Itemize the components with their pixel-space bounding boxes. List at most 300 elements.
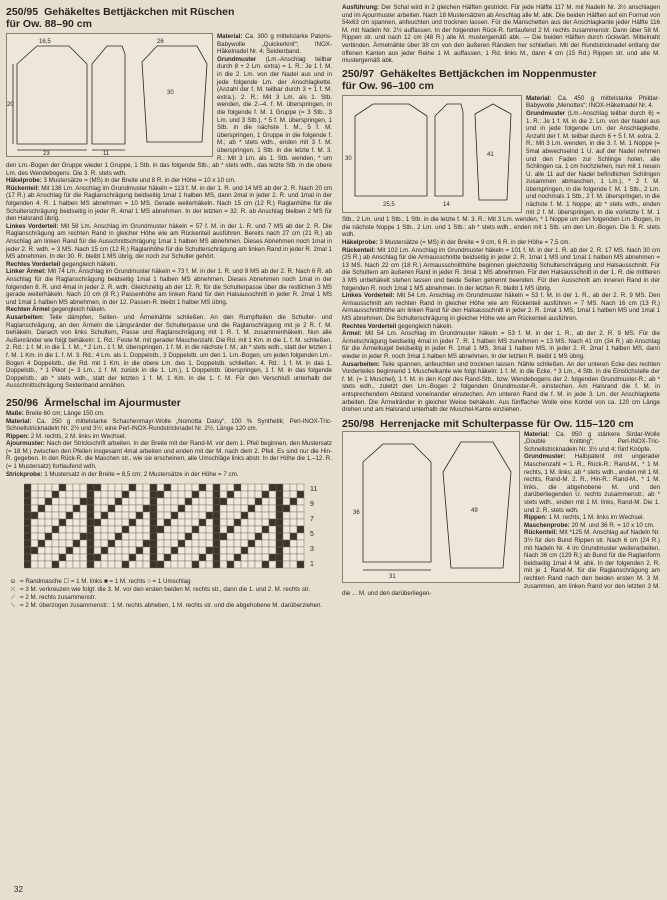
chart-cell [283, 547, 290, 554]
chart-cell [73, 554, 80, 561]
chart-cell [73, 526, 80, 533]
svg-text:49: 49 [471, 507, 478, 514]
chart-cell [45, 533, 52, 540]
chart-cell [129, 533, 136, 540]
chart-cell [129, 498, 136, 505]
chart-cell [220, 498, 227, 505]
chart-cell [220, 484, 227, 491]
chart-cell [66, 547, 73, 554]
chart-cell [115, 491, 122, 498]
chart-cell [94, 561, 101, 568]
linkes-vorderteil-label: Linkes Vorderteil: [6, 222, 59, 230]
rueckenteil-text: Mit 138 Lm. Anschlag im Grundmuster häkeln = 113 f. M. in der 1. R. und 14 MS ab der 2. R. Nach 20 cm (17 R.) ab Anschlag für die Raglanschrägung beidseitig 1mal 1 halben MS, dann 2mal in jeder 2. R. und 1mal in der folgenden 4. R. 1 halben MS abnehmen = 10 MS. Gerade weiterhäkeln. Nach 15 cm (12 R.) Raglanhöhe für die Schulterschrägung beidseitig in jeder R. 4mal 1 MS abnehmen. In der letzten = 32. R. ab Anschlag bleiben 2 MS für den Halsrand übrig. [6, 184, 332, 223]
chart-cell [255, 533, 262, 540]
chart-cell [108, 533, 115, 540]
left-column [6, 4, 332, 894]
haekelprobe-text: 3 Mustersätze (= MS) in der Breite = 9 cm, 6 R. in der Höhe = 7,5 cm. [379, 239, 571, 247]
chart-cell [171, 533, 178, 540]
chart-cell [80, 540, 87, 547]
chart-cell [164, 505, 171, 512]
chart-cell [94, 519, 101, 526]
chart-cell [45, 484, 52, 491]
chart-cell [150, 519, 157, 526]
chart-cell [94, 505, 101, 512]
chart-cell [227, 505, 234, 512]
pattern-title: Gehäkeltes Bettjäckchen im Noppenmuster [380, 67, 597, 80]
section-heading-250-97 [342, 69, 660, 80]
chart-cell [115, 505, 122, 512]
chart-cell [199, 512, 206, 519]
ajourmuster-text: Nach der Strickschrift arbeiten. In der Breite mit der Rand-M. vor dem 1. Pfeil beginnen, den Mustersatz (= 18 M.) zwischen den Pfeilen insgesamt 4mal arbeiten und enden mit der M. nach dem 2. Pfeil. Es sind nur die Hin-R. gegeben. In den Rück-R. die Maschen str., wie sie erscheinen, alle Umschläge links abstr. In der Höhe die 1.–12. R. (= 1 Mustersatz) fortlaufend wdh. [6, 440, 332, 471]
chart-cell [157, 561, 164, 568]
chart-cell [52, 519, 59, 526]
chart-cell [269, 547, 276, 554]
chart-cell [227, 540, 234, 547]
chart-cell [73, 540, 80, 547]
chart-cell [52, 540, 59, 547]
chart-cell [87, 533, 94, 540]
chart-cell [220, 547, 227, 554]
chart-cell [24, 505, 31, 512]
chart-cell [297, 533, 304, 540]
chart-cell [164, 512, 171, 519]
chart-cell [192, 519, 199, 526]
section-heading-250-96 [6, 398, 332, 409]
material-text: Ca. 300 g mittelstarke Patons-Babywolle „Quickerknit“; INOX-Häkelnadel Nr. 4; Seidenband. [217, 33, 332, 56]
chart-cell [185, 526, 192, 533]
chart-cell [178, 533, 185, 540]
chart-cell [66, 512, 73, 519]
chart-cell [262, 554, 269, 561]
zusammenstr-symbol: ⟋ [10, 594, 16, 602]
chart-cell [234, 512, 241, 519]
legend-line-2: = 3 M. verkreuzen wie folgt: die 3. M. vor den ersten beiden M. rechts str., dann die 1. und 2. M. rechts str. [20, 586, 311, 594]
aermel-label: Ärmel: [342, 330, 362, 338]
chart-cell [185, 561, 192, 568]
chart-cell [157, 505, 164, 512]
chart-cell [171, 519, 178, 526]
chart-cell [255, 561, 262, 568]
chart-cell [220, 491, 227, 498]
chart-cell [220, 505, 227, 512]
chart-cell [213, 540, 220, 547]
chart-cell [115, 533, 122, 540]
chart-cell [80, 491, 87, 498]
chart-cell [108, 512, 115, 519]
chart-cell [80, 505, 87, 512]
chart-cell [269, 519, 276, 526]
chart-cell [73, 484, 80, 491]
chart-cell [171, 491, 178, 498]
chart-cell [262, 533, 269, 540]
chart-cell [255, 540, 262, 547]
chart-cell [234, 526, 241, 533]
schematic-diagram-250-97 [342, 95, 522, 213]
chart-cell [129, 519, 136, 526]
chart-cell [80, 533, 87, 540]
chart-cell [178, 547, 185, 554]
row-number: 9 [310, 501, 314, 509]
legend-line-4: = 2 M. überzogen zusammenstr.: 1 M. rechts abheben, 1 M. rechts str. und die abgehobene M. darüberziehen. [20, 602, 323, 610]
chart-cell [129, 554, 136, 561]
chart-cell [59, 484, 66, 491]
chart-cell [227, 533, 234, 540]
chart-cell [122, 505, 129, 512]
chart-cell [283, 505, 290, 512]
chart-cell [220, 540, 227, 547]
chart-cell [192, 498, 199, 505]
chart-cell [234, 540, 241, 547]
chart-cell [248, 498, 255, 505]
section-heading-250-95 [6, 7, 332, 18]
chart-cell [94, 547, 101, 554]
material-text: Ca. 450 g mittelstarke Phildar-Babywolle „Menottes“; INOX-Häkelnadel Nr. 4. [526, 94, 660, 110]
maschenprobe-label: Maschenprobe: [524, 521, 570, 529]
chart-cell [283, 512, 290, 519]
chart-cell [136, 540, 143, 547]
chart-cell [157, 484, 164, 491]
chart-cell [185, 491, 192, 498]
chart-cell [283, 540, 290, 547]
chart-cell [206, 547, 213, 554]
chart-cell [115, 540, 122, 547]
chart-cell [38, 512, 45, 519]
chart-cell [234, 505, 241, 512]
chart-cell [87, 540, 94, 547]
chart-cell [38, 533, 45, 540]
chart-cell [269, 505, 276, 512]
chart-cell [52, 491, 59, 498]
chart-cell [108, 526, 115, 533]
pattern-title: Ärmelschal im Ajourmuster [44, 396, 181, 409]
chart-cell [108, 498, 115, 505]
chart-cell [150, 533, 157, 540]
chart-cell [276, 533, 283, 540]
rechter-aermel-text: gegengleich häkeln. [51, 306, 107, 314]
chart-cell [136, 554, 143, 561]
section-heading-250-98 [342, 419, 660, 430]
chart-cell [248, 512, 255, 519]
chart-cell [276, 554, 283, 561]
linkes-vorderteil-label: Linkes Vorderteil: [342, 292, 395, 300]
chart-cell [38, 498, 45, 505]
rippen-text: 1 M. rechts, 1 M. links im Wechsel. [548, 514, 645, 522]
chart-cell [178, 498, 185, 505]
chart-cell [66, 554, 73, 561]
chart-cell [129, 512, 136, 519]
svg-text:26: 26 [157, 39, 164, 45]
chart-cell [122, 484, 129, 491]
chart-cell [248, 533, 255, 540]
chart-cell [262, 526, 269, 533]
chart-cell [213, 526, 220, 533]
chart-cell [52, 484, 59, 491]
chart-cell [171, 484, 178, 491]
chart-cell [45, 505, 52, 512]
chart-cell [297, 561, 304, 568]
chart-cell [213, 561, 220, 568]
chart-cell [290, 554, 297, 561]
chart-cell [234, 519, 241, 526]
chart-cell [248, 519, 255, 526]
chart-cell [122, 491, 129, 498]
chart-cell [101, 526, 108, 533]
chart-cell [199, 554, 206, 561]
chart-cell [143, 512, 150, 519]
svg-text:30: 30 [345, 155, 352, 162]
chart-cell [220, 561, 227, 568]
chart-cell [31, 540, 38, 547]
chart-cell [164, 547, 171, 554]
chart-cell [206, 519, 213, 526]
chart-cell [80, 561, 87, 568]
chart-cell [108, 484, 115, 491]
chart-cell [276, 540, 283, 547]
chart-cell [143, 540, 150, 547]
chart-cell [164, 484, 171, 491]
chart-cell [24, 526, 31, 533]
chart-cell [178, 526, 185, 533]
linker-aermel-label: Linker Ärmel: [6, 268, 46, 276]
ausarbeiten-text: Teile spannen, anfeuchten und trocknen lassen. Nähte schließen. An der unteren Ecke des rechten Vorderteiles beginnend 1 Muschelkante wie folgt häkeln: 1 f. M. in die Ecke, * 3 Lm., 4 Stb. in die Einstichstelle der f. M. (= 1 Muschel), 1 f. M. in den Kopf des Rand-Stb., bzw. Wendebogens der 2. folgenden Grundmuster-R.; ab * stets wdh., zuletzt den Lm.-Bogen 2 folgenden Grundmuster-R. einstechen. Am Halsrand die f. M. in entsprechendem Abstand voneinander einstechen. Am unteren Rand die f. M. in jede 3. Lm. der Anschlagkette arbeiten. Die Ärmelränder in gleicher Weise behäkeln. Aus fünffacher Wolle eine Kordel von ca. 120 cm Länge drehen und am Halsrand unterhalb der Muschel-Kante einziehen. [342, 360, 660, 414]
pattern-subtitle: für Ow. 96–100 cm [342, 79, 434, 92]
chart-cell [213, 491, 220, 498]
chart-cell [262, 491, 269, 498]
chart-cell [136, 561, 143, 568]
rechtes-vorderteil-label: Rechtes Vorderteil [6, 260, 61, 268]
chart-cell [80, 498, 87, 505]
chart-cell [164, 491, 171, 498]
row-number: 7 [310, 516, 314, 524]
masse-label: Maße: [6, 409, 24, 417]
chart-cell [52, 554, 59, 561]
chart-cell [38, 547, 45, 554]
chart-cell [66, 526, 73, 533]
chart-cell [192, 484, 199, 491]
chart-cell [52, 512, 59, 519]
material-label: Material: [6, 417, 32, 425]
chart-cell [283, 484, 290, 491]
chart-cell [59, 498, 66, 505]
chart-cell [73, 561, 80, 568]
chart-cell [108, 547, 115, 554]
chart-cell [164, 540, 171, 547]
chart-cell [136, 533, 143, 540]
chart-cell [94, 512, 101, 519]
haekelprobe-label: Häkelprobe: [342, 239, 378, 247]
chart-cell [45, 526, 52, 533]
chart-cell [255, 519, 262, 526]
chart-cell [248, 491, 255, 498]
chart-cell [157, 498, 164, 505]
row-number: 1 [310, 561, 314, 569]
chart-cell [45, 561, 52, 568]
chart-cell [115, 526, 122, 533]
chart-cell [262, 547, 269, 554]
chart-cell [45, 540, 52, 547]
randmasche-symbol: ⊟ [11, 578, 15, 586]
chart-cell [129, 505, 136, 512]
chart-cell [59, 491, 66, 498]
schematic-diagram-250-95 [6, 33, 213, 157]
legend-line-3: = 2 M. rechts zusammenstr. [20, 594, 97, 602]
chart-cell [150, 498, 157, 505]
chart-cell [143, 491, 150, 498]
chart-cell [52, 533, 59, 540]
chart-cell [66, 484, 73, 491]
chart-cell [108, 519, 115, 526]
chart-cell [87, 512, 94, 519]
chart-cell [129, 526, 136, 533]
chart-cell [59, 526, 66, 533]
chart-cell [136, 505, 143, 512]
chart-cell [59, 561, 66, 568]
chart-cell [31, 547, 38, 554]
chart-cell [178, 505, 185, 512]
chart-cell [248, 547, 255, 554]
chart-cell [157, 554, 164, 561]
chart-cell [157, 547, 164, 554]
chart-cell [115, 519, 122, 526]
chart-cell [262, 540, 269, 547]
chart-cell [276, 491, 283, 498]
chart-cell [206, 526, 213, 533]
chart-cell [108, 491, 115, 498]
aermel-text: Mit 54 Lm. Anschlag im Grundmuster häkeln = 53 f. M. in der 1. R., ab der 2. R. 9 MS. Für die Ärmelschrägung beidseitig 4mal in jeder 7. R. 1 halben MS zunehmen = 13 MS. Nach 41 cm (34 R.) ab Anschlag für die Ärmelkugel beidseitig in jeder R. 1mal 1 MS, 3mal 1 halben MS, in jeder 2. R. 2mal 1 halben MS, dann wieder in jeder R. noch 3mal 1 halben MS abnehmen. In der letzten R. bleibt 1 MS übrig. [342, 330, 660, 360]
chart-cell [150, 512, 157, 519]
chart-cell [171, 526, 178, 533]
chart-cell [241, 484, 248, 491]
chart-cell [66, 519, 73, 526]
material-label: Material: [526, 94, 552, 102]
chart-cell [150, 526, 157, 533]
chart-cell [87, 526, 94, 533]
chart-cell [164, 533, 171, 540]
chart-cell [31, 512, 38, 519]
chart-cell [185, 512, 192, 519]
masse-text: Breite 60 cm; Länge 150 cm. [25, 409, 105, 417]
chart-cell [290, 512, 297, 519]
pattern-title: Herrenjacke mit Schulterpasse für Ow. 115–120 cm [380, 417, 634, 430]
chart-cell [129, 540, 136, 547]
chart-cell [101, 491, 108, 498]
grundmuster-label: Grundmuster [217, 55, 257, 63]
chart-cell [276, 561, 283, 568]
chart-cell [192, 526, 199, 533]
chart-cell [24, 491, 31, 498]
chart-cell [94, 498, 101, 505]
svg-text:30: 30 [167, 90, 174, 96]
chart-cell [129, 561, 136, 568]
chart-cell [129, 491, 136, 498]
chart-cell [143, 498, 150, 505]
chart-cell [31, 554, 38, 561]
chart-cell [185, 498, 192, 505]
chart-cell [115, 547, 122, 554]
chart-cell [73, 505, 80, 512]
chart-cell [115, 484, 122, 491]
chart-cell [255, 526, 262, 533]
chart-cell [150, 505, 157, 512]
chart-cell [136, 526, 143, 533]
svg-text:25,5: 25,5 [383, 201, 395, 208]
chart-cell [101, 547, 108, 554]
chart-cell [297, 526, 304, 533]
chart-cell [24, 561, 31, 568]
chart-cell [220, 512, 227, 519]
chart-cell [164, 554, 171, 561]
chart-cell [185, 540, 192, 547]
chart-cell [52, 561, 59, 568]
chart-cell [297, 491, 304, 498]
chart-cell [192, 554, 199, 561]
chart-cell [213, 519, 220, 526]
chart-cell [206, 491, 213, 498]
chart-cell [227, 519, 234, 526]
svg-text:31: 31 [389, 573, 396, 580]
chart-cell [290, 561, 297, 568]
chart-cell [87, 547, 94, 554]
chart-cell [185, 547, 192, 554]
chart-cell [45, 554, 52, 561]
material-text: Ca. 250 g mittelstarke Schachenmayr-Wolle „Nomotta Daisy“, 100 % Synthetik; Perl-INOX-Tric-Schnellstricknadeln Nr. 2½ und 3½; eine Perl-INOX-Rundstricknadel Nr. 2½, Länge 120 cm. [6, 417, 332, 433]
chart-cell [178, 561, 185, 568]
chart-cell [157, 540, 164, 547]
chart-cell [143, 561, 150, 568]
chart-cell [248, 554, 255, 561]
chart-cell [248, 484, 255, 491]
chart-cell [276, 547, 283, 554]
chart-cell [241, 505, 248, 512]
chart-cell [122, 547, 129, 554]
chart-cell [241, 498, 248, 505]
chart-cell [150, 491, 157, 498]
chart-cell [101, 505, 108, 512]
chart-cell [199, 491, 206, 498]
chart-cell [122, 512, 129, 519]
chart-cell [73, 512, 80, 519]
row-number: 11 [310, 486, 318, 494]
chart-cell [248, 526, 255, 533]
chart-cell [297, 554, 304, 561]
chart-cell [38, 484, 45, 491]
chart-cell [150, 540, 157, 547]
ausfuehrung-label: Ausführung: [342, 4, 380, 11]
chart-cell [255, 547, 262, 554]
chart-cell [31, 561, 38, 568]
chart-cell [199, 547, 206, 554]
chart-cell [136, 484, 143, 491]
chart-cell [248, 505, 255, 512]
chart-cell [185, 519, 192, 526]
chart-cell [227, 526, 234, 533]
svg-text:41: 41 [487, 151, 494, 158]
chart-cell [136, 547, 143, 554]
knitting-chart-block [6, 482, 332, 578]
rechtes-vorderteil-text: gegengleich häkeln. [61, 260, 117, 268]
chart-cell [157, 519, 164, 526]
chart-cell [234, 498, 241, 505]
chart-cell [122, 533, 129, 540]
chart-cell [199, 533, 206, 540]
chart-cell [150, 561, 157, 568]
pattern-number: 250/95 [6, 6, 39, 18]
chart-cell [150, 554, 157, 561]
chart-cell [143, 505, 150, 512]
chart-cell [178, 491, 185, 498]
chart-cell [52, 547, 59, 554]
chart-cell [73, 498, 80, 505]
